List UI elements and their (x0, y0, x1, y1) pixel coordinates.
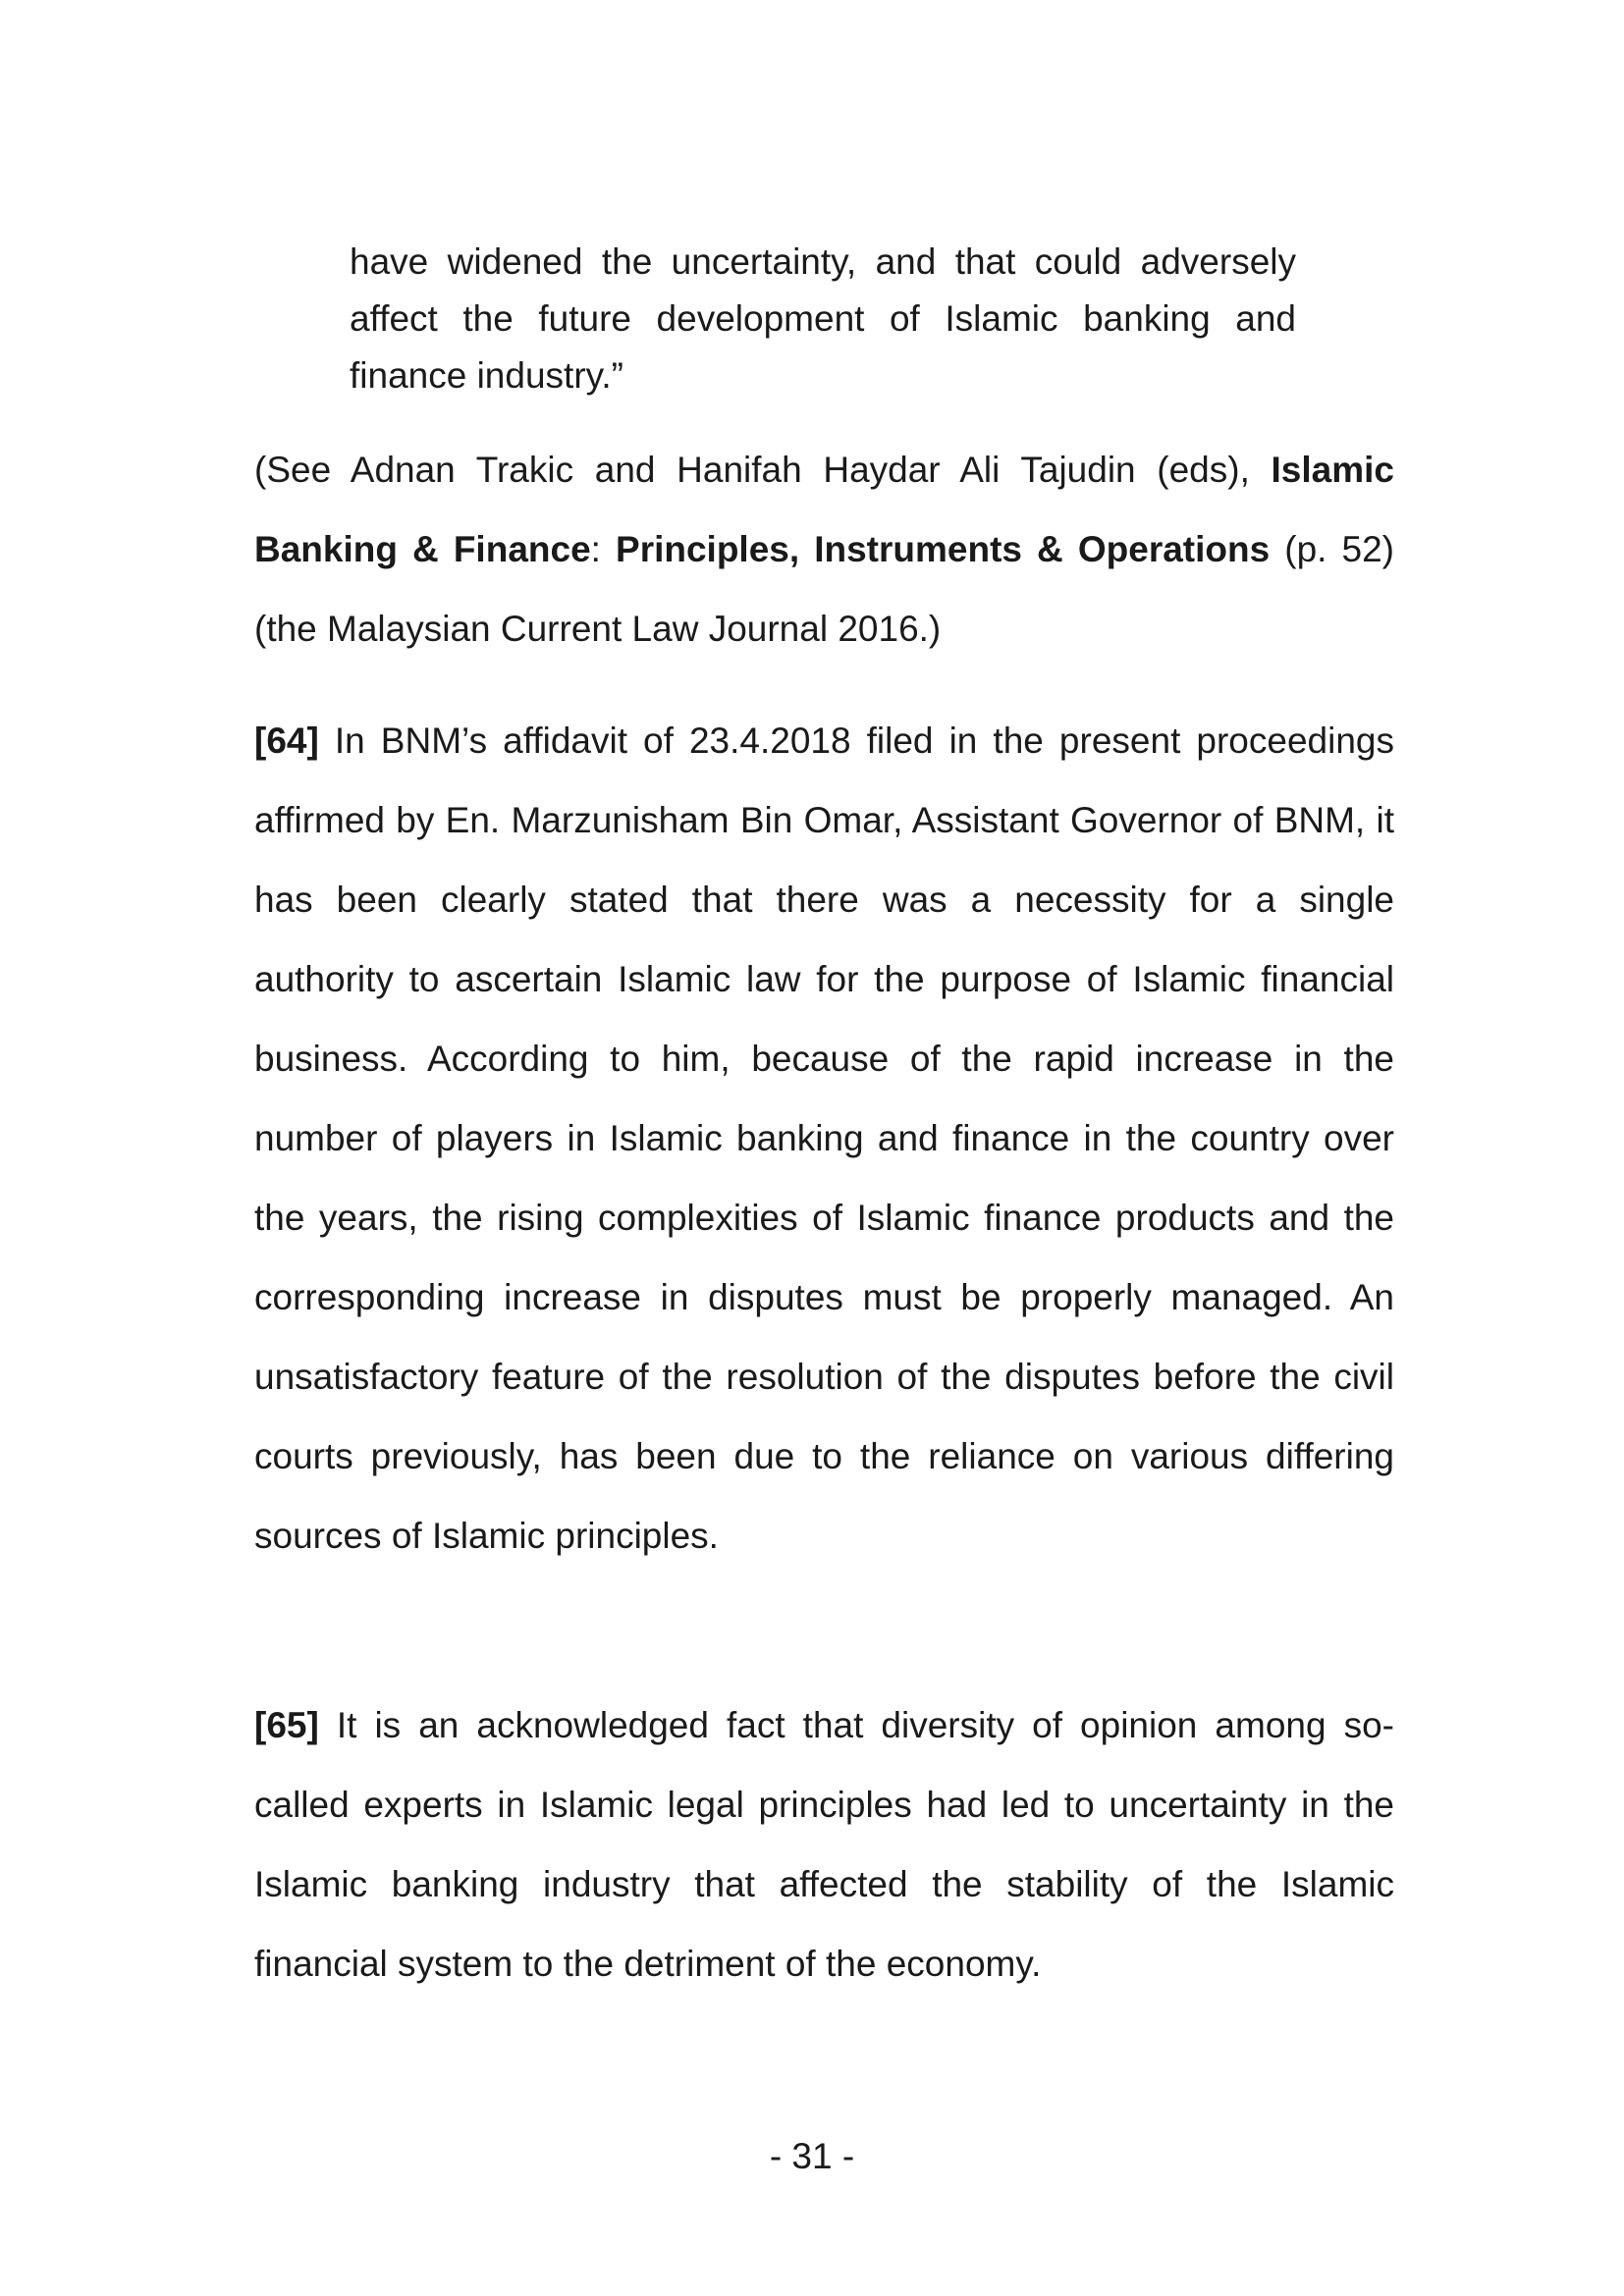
paragraph-64 (254, 701, 1394, 1575)
paragraph-number: [64] (254, 721, 319, 761)
paragraph-number: [65] (254, 1705, 319, 1745)
quote-text: have widened the uncertainty, and that could adversely affect the future development of Islamic banking and finance industry.” (350, 241, 1296, 396)
citation-title-part2: Principles, Instruments & Operations (616, 529, 1271, 569)
citation-suffix: (p. 52) (the Malaysian Current Law Journal 2016.) (254, 529, 1394, 649)
paragraph-text: It is an acknowledged fact that diversity of opinion among so-called experts in Islamic legal principles had led to uncertainty in the Islamic banking industry that affected the stability of the Islamic financial system to the detriment of the economy. (254, 1705, 1394, 1984)
block-quote (350, 234, 1296, 404)
citation-title-part1: Islamic Banking & Finance (254, 450, 1394, 569)
paragraph-65 (254, 1685, 1394, 2003)
page-number: - 31 - (769, 2136, 855, 2176)
citation (254, 430, 1394, 668)
citation-colon: : (590, 529, 617, 569)
citation-prefix: (See Adnan Trakic and Hanifah Haydar Ali Tajudin (eds), (254, 450, 1272, 490)
paragraph-text: In BNM’s affidavit of 23.4.2018 filed in the present proceedings affirmed by En. Marzunisham Bin Omar, Assistant Governor of BNM, it has been clearly stated that there was a necessity for a single authority to ascertain Islamic law for the purpose of Islamic financial business. According to him, because of the rapid increase in the number of players in Islamic banking and finance in the country over the years, the rising complexities of Islamic finance products and the corresponding increase in disputes must be properly managed. An unsatisfactory feature of the resolution of the disputes before the civil courts previously, has been due to the reliance on various differing sources of Islamic principles. (254, 721, 1394, 1556)
